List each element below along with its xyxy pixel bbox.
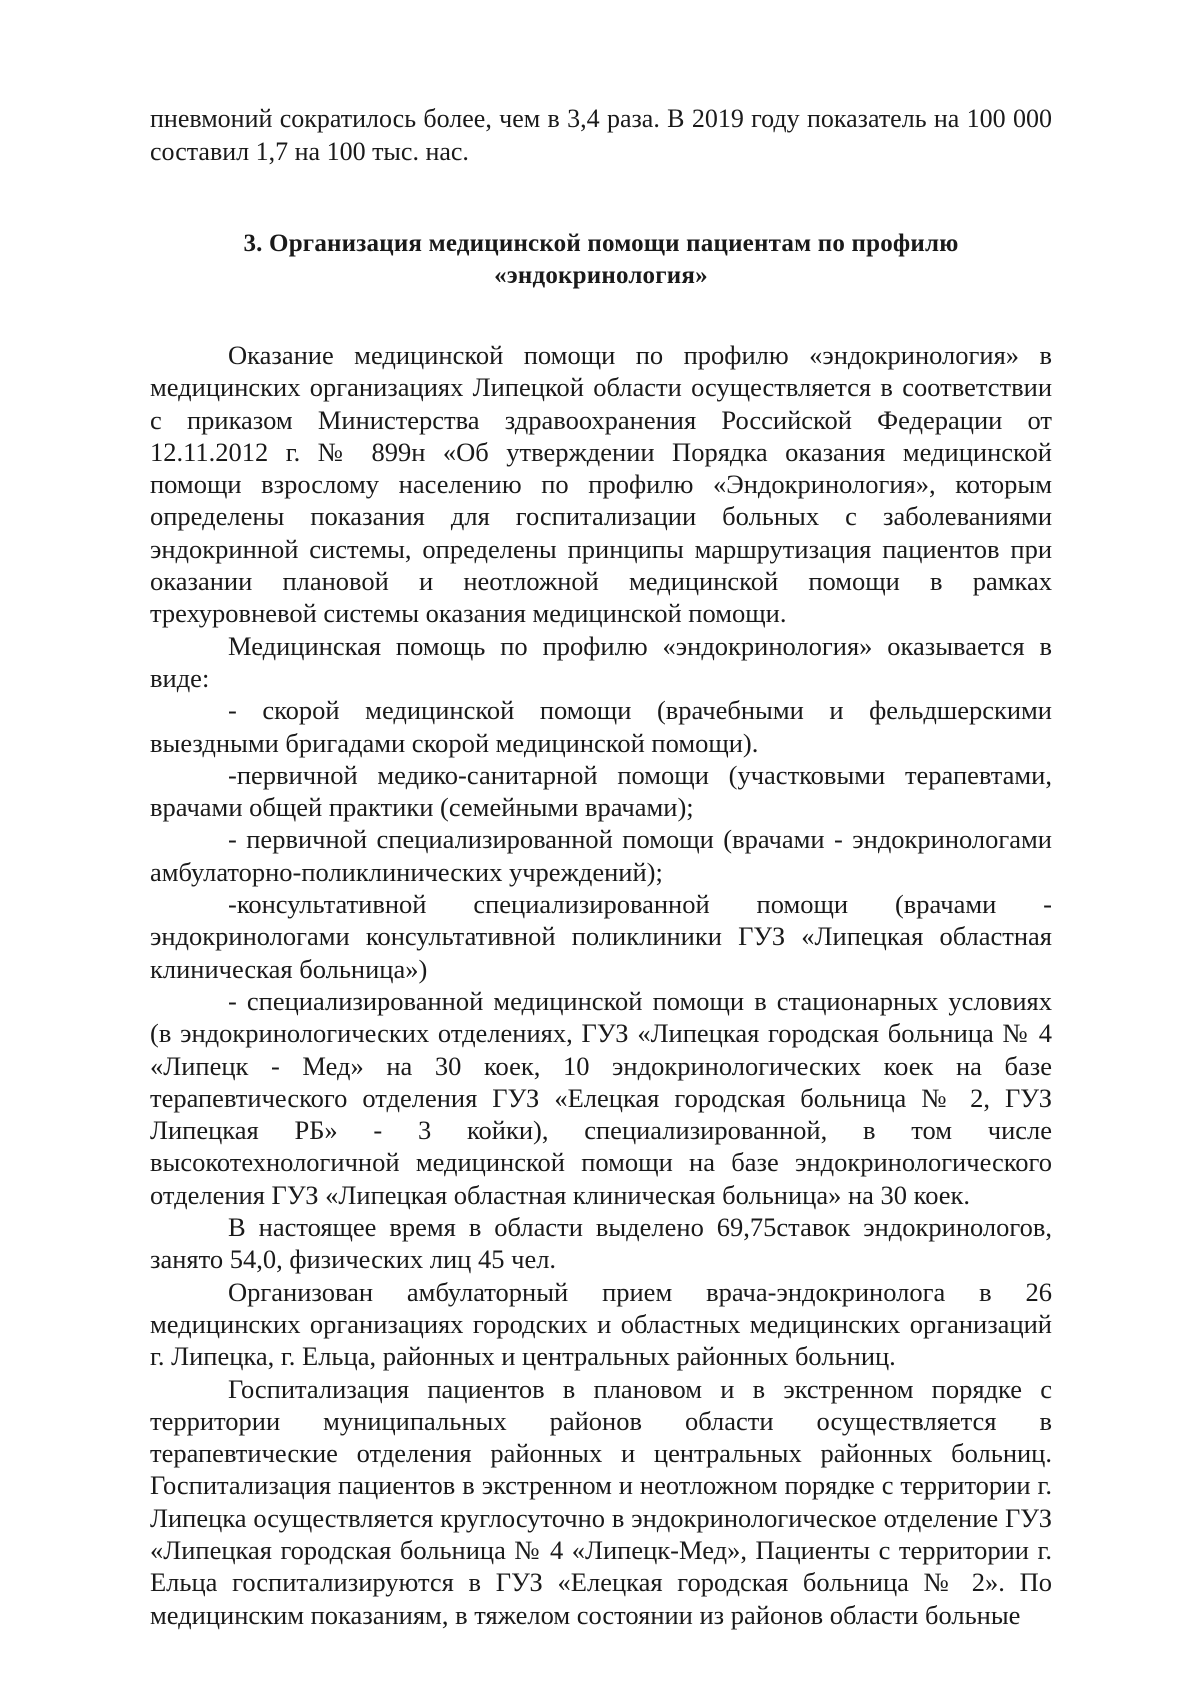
list-item-emergency: - скорой медицинской помощи (врачебными и фельдшерскими выездными бригадами скорой медицинской помощи). xyxy=(150,695,1052,758)
list-item-primary-specialized: - первичной специализированной помощи (врачами - эндокринологами амбулаторно-поликлинических учреждений); xyxy=(150,824,1052,887)
section-heading-line-1: 3. Организация медицинской помощи пациентам по профилю xyxy=(243,230,959,257)
section-heading xyxy=(150,228,1052,292)
document-page xyxy=(150,102,1052,1631)
section-heading-line-2: «эндокринология» xyxy=(494,262,708,289)
section-body xyxy=(150,339,1052,1631)
list-item-primary: -первичной медико-санитарной помощи (участковыми терапевтами, врачами общей практики (семейными врачами); xyxy=(150,759,1052,823)
paragraph-forms-intro: Медицинская помощь по профилю «эндокринология» оказывается в виде: xyxy=(150,630,1052,693)
paragraph-hospitalization: Госпитализация пациентов в плановом и в экстренном порядке с территории муниципальных районов области осуществляется в терапевтические отделения районных и центральных районных больниц. Госпитализация пациентов в экстренном и неотложном порядке с территории г. Липецка осуществляется круглосуточно в эндокринологическое отделение ГУЗ «Липецкая городская больница № 4 «Липецк-Мед», Пациенты с территории г. Ельца госпитализируются в ГУЗ «Елецкая городская больница № 2». По медицинским показаниям, в тяжелом состоянии из районов области больные xyxy=(150,1373,1052,1630)
paragraph-staffing: В настоящее время в области выделено 69,75ставок эндокринологов, занято 54,0, физических лиц 45 чел. xyxy=(150,1212,1052,1275)
paragraph-legal-basis: Оказание медицинской помощи по профилю «эндокринология» в медицинских организациях Липецкой области осуществляется в соответствии с приказом Министерства здравоохранения Российской Федерации от 12.11.2012 г. № 899н «Об утверждении Порядка оказания медицинской помощи взрослому населению по профилю «Эндокринология», которым определены показания для госпитализации больных с заболеваниями эндокринной системы, определены принципы маршрутизация пациентов при оказании плановой и неотложной медицинской помощи в рамках трехуровневой системы оказания медицинской помощи. xyxy=(150,340,1052,629)
list-item-consultative: -консультативной специализированной помощи (врачами - эндокринологами консультативной поликлиники ГУЗ «Липецкая областная клиническая больница») xyxy=(150,889,1052,984)
intro-paragraph: пневмоний сократилось более, чем в 3,4 раза. В 2019 году показатель на 100 000 составил 1,7 на 100 тыс. нас. xyxy=(150,104,1052,166)
list-item-specialized-inpatient: - специализированной медицинской помощи в стационарных условиях (в эндокринологических отделениях, ГУЗ «Липецкая городская больница № 4 «Липецк - Мед» на 30 коек, 10 эндокринологических коек на базе терапевтического отделения ГУЗ «Елецкая городская больница № 2, ГУЗ Липецкая РБ» - 3 койки), специализированной, в том числе высокотехнологичной медицинской помощи на базе эндокринологического отделения ГУЗ «Липецкая областная клиническая больница» на 30 коек. xyxy=(150,985,1052,1210)
paragraph-outpatient: Организован амбулаторный прием врача-эндокринолога в 26 медицинских организациях городских и областных медицинских организаций г. Липецка, г. Ельца, районных и центральных районных больниц. xyxy=(150,1276,1052,1372)
